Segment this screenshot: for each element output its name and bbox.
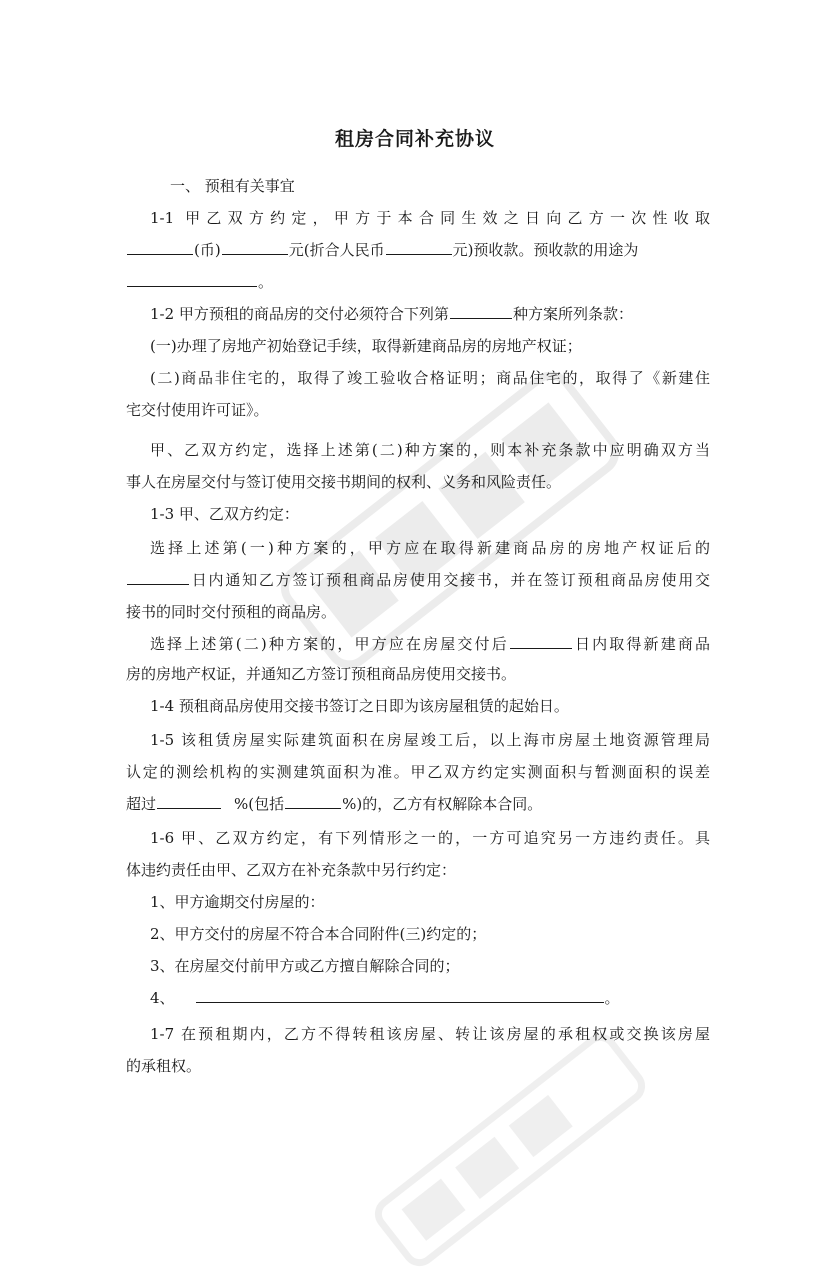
- blank-field[interactable]: [285, 794, 341, 809]
- section-heading: 一、 预租有关事宜: [170, 177, 295, 195]
- clause-1-1-line2: (币) 元(折合人民币 元)预收款。预收款的用途为: [126, 240, 710, 260]
- clause-1-5-line1: 1-5 该租赁房屋实际建筑面积在房屋竣工后，以上海市房屋土地资源管理局: [150, 731, 710, 749]
- list-item: 3、在房屋交付前甲方或乙方擅自解除合同的；: [150, 957, 460, 975]
- document-title: 租房合同补充协议: [334, 128, 495, 150]
- list-item: 1、甲方逾期交付房屋的：: [150, 893, 325, 911]
- paragraph-line: 选择上述第(二)种方案的，甲方应在房屋交付后 日内取得新建商品: [150, 635, 710, 653]
- clause-1-2: 1-2 甲方预租的商品房的交付必须符合下列第 种方案所列条款：: [150, 305, 633, 323]
- paragraph-line: 事人在房屋交付与签订使用交接书期间的权利、义务和风险责任。: [126, 473, 562, 491]
- clause-1-6-line2: 体违约责任由甲、乙双方在补充条款中另行约定：: [126, 861, 457, 879]
- blank-field[interactable]: [127, 272, 257, 287]
- clause-1-1-line1: 1-1 甲乙双方约定，甲方于本合同生效之日向乙方一次性收取: [150, 209, 710, 227]
- list-item: 4、 。: [150, 989, 620, 1007]
- blank-field[interactable]: [157, 794, 221, 809]
- list-item: 2、甲方交付的房屋不符合本合同附件(三)约定的；: [150, 925, 487, 943]
- blank-field[interactable]: [222, 240, 288, 255]
- paragraph-line: 房的房地产权证，并通知乙方签订预租商品房使用交接书。: [126, 665, 517, 683]
- clause-1-7-line1: 1-7 在预租期内，乙方不得转租该房屋、转让该房屋的承租权或交换该房屋: [150, 1025, 710, 1043]
- option-2-line2: 宅交付使用许可证》。: [126, 401, 269, 419]
- option-2-line1: (二)商品非住宅的，取得了竣工验收合格证明；商品住宅的，取得了《新建住: [150, 369, 710, 387]
- clause-1-3: 1-3 甲、乙双方约定：: [150, 505, 299, 523]
- blank-field[interactable]: [510, 634, 572, 649]
- blank-field[interactable]: [450, 304, 512, 319]
- clause-1-5-line3: 超过 %(包括 %)的，乙方有权解除本合同。: [126, 795, 543, 813]
- option-1: (一)办理了房地产初始登记手续，取得新建商品房的房地产权证；: [150, 337, 582, 355]
- blank-field[interactable]: [196, 988, 604, 1003]
- clause-1-6-line1: 1-6 甲、乙双方约定，有下列情形之一的，一方可追究另一方违约责任。具: [150, 829, 710, 847]
- paragraph-line: 甲、乙双方约定，选择上述第(二)种方案的，则本补充条款中应明确双方当: [150, 441, 710, 459]
- paragraph-line: 日内通知乙方签订预租商品房使用交接书，并在签订预租商品房使用交: [126, 570, 710, 590]
- clause-1-5-line2: 认定的测绘机构的实测建筑面积为准。甲乙双方约定实测面积与暂测面积的误差: [126, 763, 710, 781]
- clause-1-7-line2: 的承租权。: [126, 1057, 202, 1075]
- paragraph-line: 接书的同时交付预租的商品房。: [126, 603, 337, 621]
- paragraph-line: 选择上述第(一)种方案的，甲方应在取得新建商品房的房地产权证后的: [150, 539, 710, 557]
- clause-1-4: 1-4 预租商品房使用交接书签订之日即为该房屋租赁的起始日。: [150, 697, 569, 715]
- clause-1-1-line3: 。: [126, 272, 710, 292]
- blank-field[interactable]: [127, 570, 189, 585]
- blank-field[interactable]: [386, 240, 452, 255]
- blank-field[interactable]: [127, 240, 193, 255]
